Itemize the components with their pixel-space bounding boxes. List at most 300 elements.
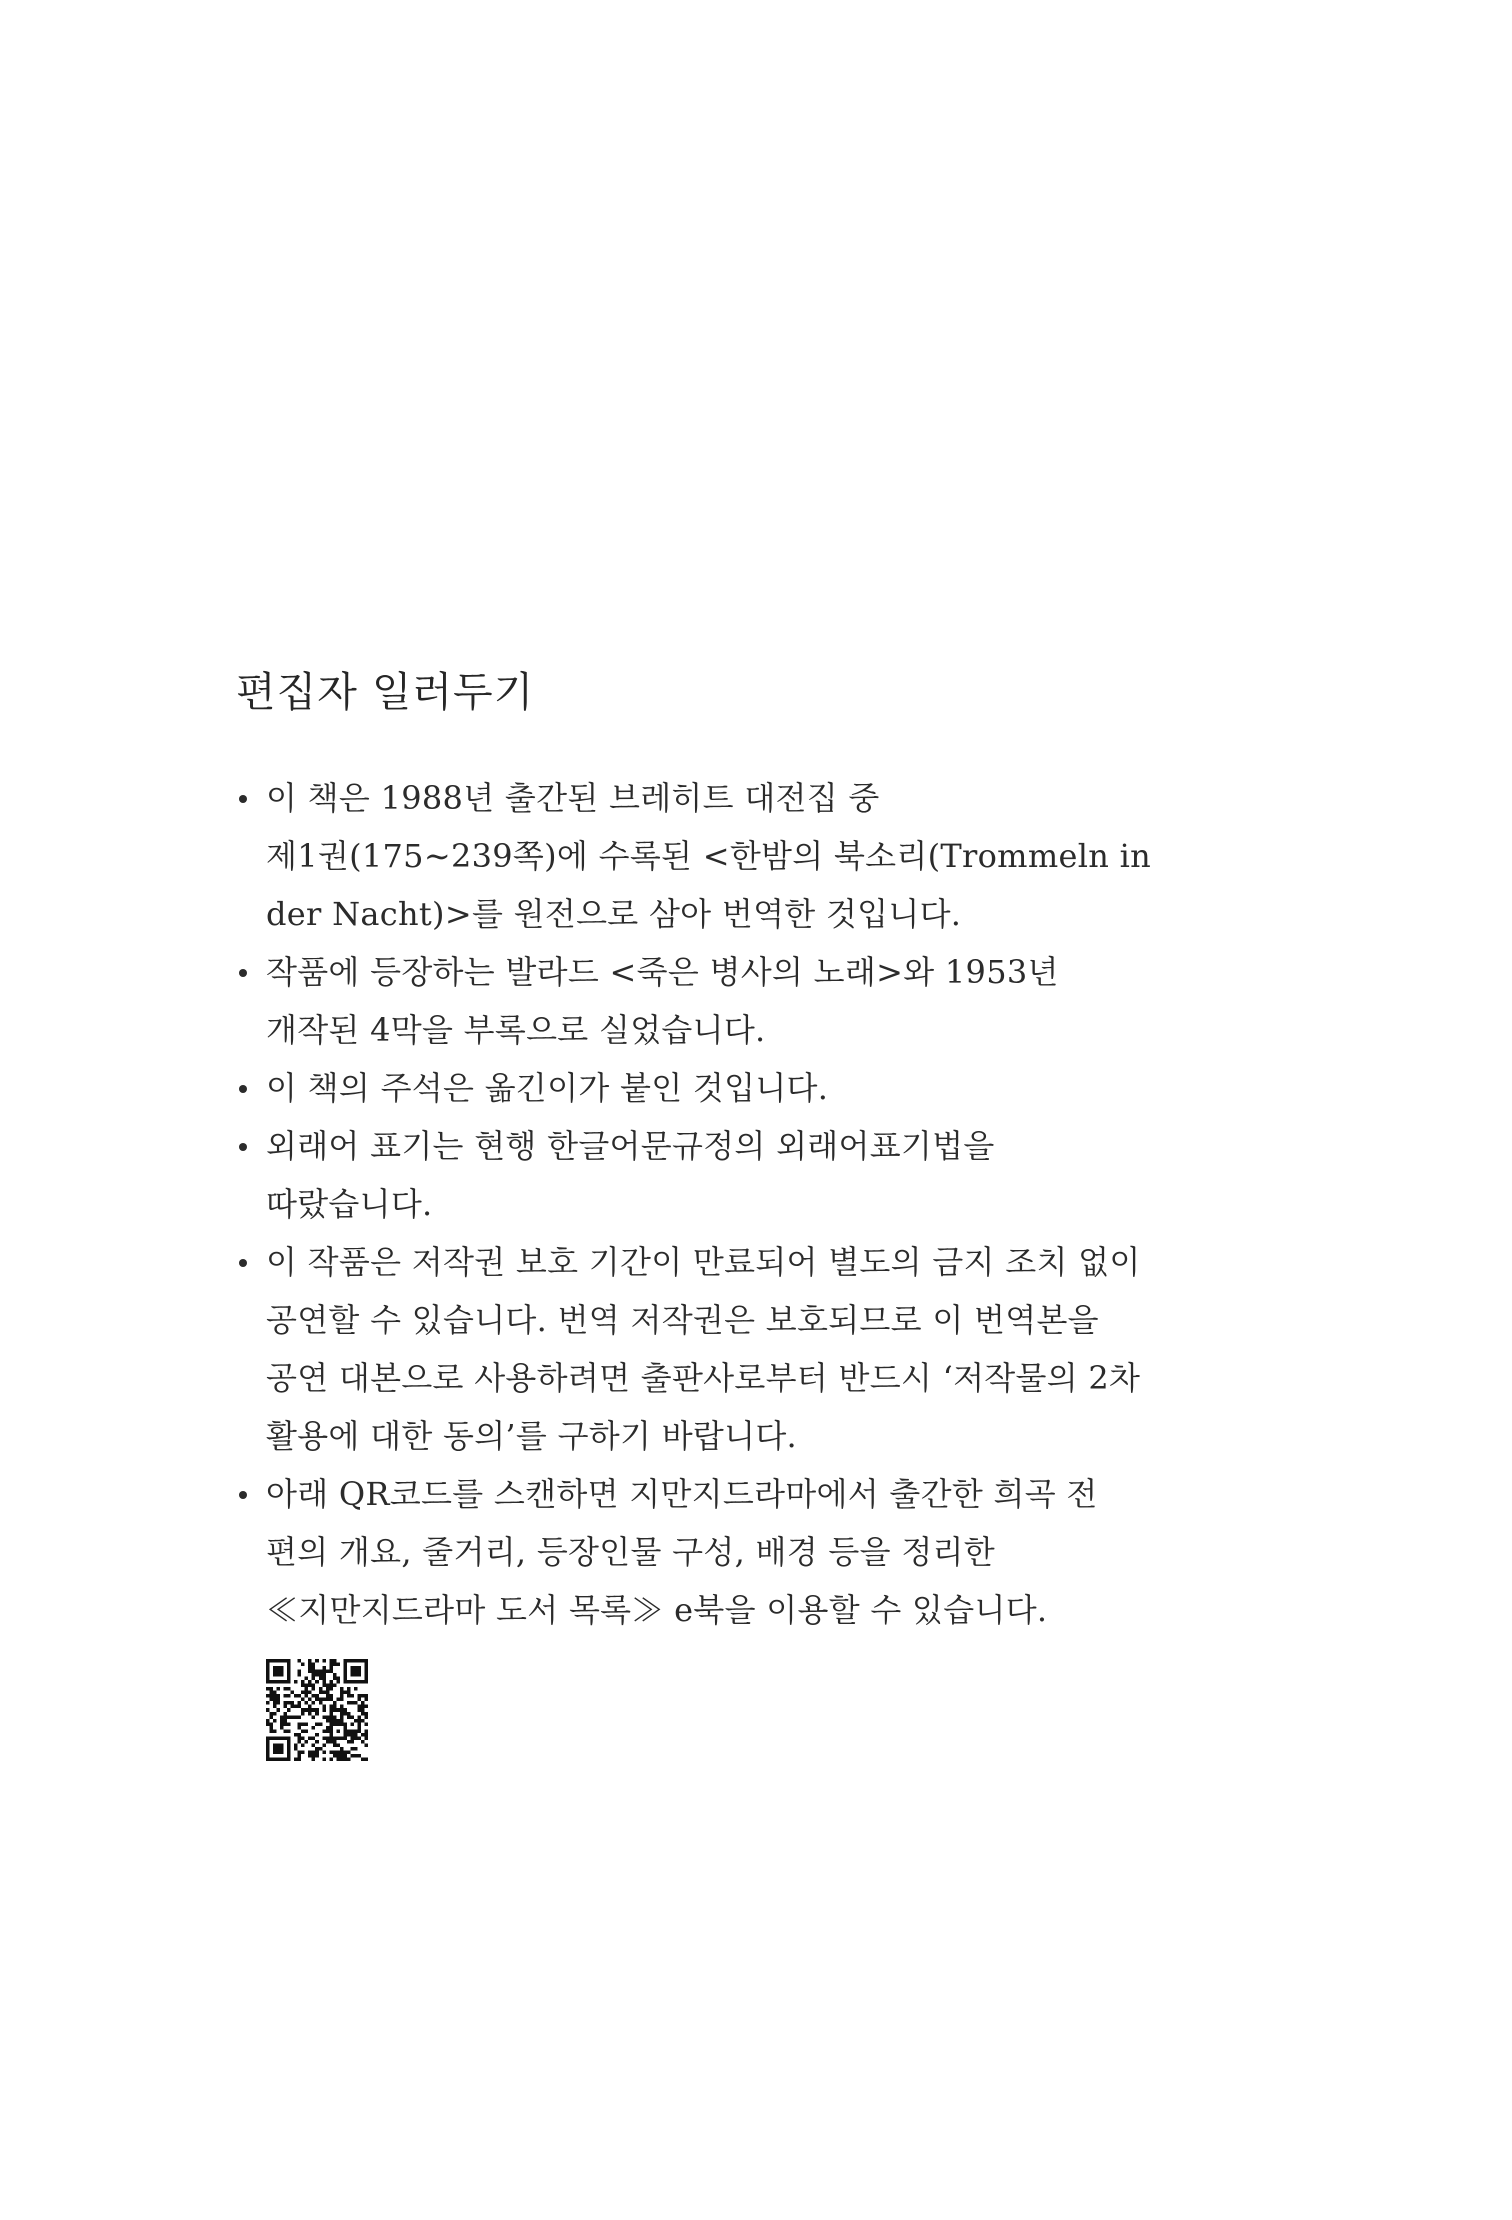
note-line: 활용에 대한 동의’를 구하기 바랍니다. [266, 1417, 798, 1456]
qr-module [305, 1684, 309, 1688]
qr-module [347, 1687, 351, 1691]
qr-module [340, 1687, 344, 1691]
qr-module [277, 1673, 281, 1677]
qr-module [347, 1733, 351, 1737]
qr-module [298, 1726, 302, 1730]
qr-module [364, 1663, 368, 1667]
qr-module [333, 1719, 337, 1723]
qr-module [319, 1698, 323, 1702]
qr-module [357, 1722, 361, 1726]
qr-module [266, 1751, 270, 1755]
qr-module [336, 1677, 340, 1681]
qr-module [357, 1754, 361, 1758]
qr-module [305, 1740, 309, 1744]
qr-module [350, 1694, 354, 1698]
qr-module [329, 1705, 333, 1709]
qr-module [319, 1691, 323, 1695]
qr-module [333, 1705, 337, 1709]
qr-module [329, 1684, 333, 1688]
qr-module [326, 1694, 330, 1698]
qr-module [354, 1754, 358, 1758]
qr-module [277, 1708, 281, 1712]
qr-module [287, 1758, 291, 1762]
qr-module [343, 1677, 347, 1681]
qr-module [284, 1712, 288, 1716]
qr-module [284, 1694, 288, 1698]
qr-module [357, 1737, 361, 1741]
qr-module [315, 1673, 319, 1677]
qr-module [354, 1730, 358, 1734]
qr-module [284, 1737, 288, 1741]
qr-module [315, 1712, 319, 1716]
qr-module [319, 1673, 323, 1677]
qr-module [294, 1705, 298, 1709]
qr-module [308, 1684, 312, 1688]
qr-module [266, 1694, 270, 1698]
qr-module [312, 1751, 316, 1755]
qr-module [284, 1730, 288, 1734]
qr-module [361, 1712, 365, 1716]
qr-module [298, 1758, 302, 1762]
qr-module [350, 1730, 354, 1734]
qr-module [294, 1744, 298, 1748]
qr-module [326, 1687, 330, 1691]
qr-module [340, 1708, 344, 1712]
note-line: 제1권(175∼239쪽)에 수록된 <한밤의 북소리(Trommeln in [266, 837, 1152, 876]
qr-module [350, 1680, 354, 1684]
qr-module [273, 1673, 277, 1677]
qr-module [350, 1733, 354, 1737]
qr-module [305, 1722, 309, 1726]
page-title: 편집자 일러두기 [236, 668, 535, 716]
qr-module [298, 1705, 302, 1709]
note-line: ≪지만지드라마 도서 목록≫ e북을 이용할 수 있습니다. [266, 1591, 1048, 1630]
qr-module [291, 1715, 295, 1719]
qr-module [329, 1708, 333, 1712]
qr-module [340, 1719, 344, 1723]
qr-module [333, 1659, 337, 1663]
qr-module [343, 1751, 347, 1755]
qr-module [266, 1740, 270, 1744]
qr-module [266, 1737, 270, 1741]
qr-module [364, 1715, 368, 1719]
qr-module [287, 1722, 291, 1726]
qr-module [266, 1687, 270, 1691]
qr-module [329, 1719, 333, 1723]
qr-module [287, 1708, 291, 1712]
qr-module [312, 1737, 316, 1741]
qr-module [326, 1730, 330, 1734]
qr-module [287, 1701, 291, 1705]
qr-module [347, 1691, 351, 1695]
qr-module [336, 1719, 340, 1723]
qr-module [361, 1680, 365, 1684]
qr-module [284, 1701, 288, 1705]
qr-module [308, 1751, 312, 1755]
qr-module [273, 1747, 277, 1751]
qr-module [315, 1670, 319, 1674]
qr-module [270, 1737, 274, 1741]
qr-module [266, 1747, 270, 1751]
qr-module [361, 1740, 365, 1744]
qr-module [270, 1722, 274, 1726]
qr-module [266, 1744, 270, 1748]
qr-module [354, 1719, 358, 1723]
qr-module [273, 1666, 277, 1670]
qr-module [277, 1694, 281, 1698]
qr-module [298, 1673, 302, 1677]
qr-module [291, 1705, 295, 1709]
qr-module [329, 1698, 333, 1702]
qr-module [273, 1730, 277, 1734]
qr-module [308, 1666, 312, 1670]
qr-module [312, 1673, 316, 1677]
qr-module [340, 1737, 344, 1741]
qr-module [277, 1687, 281, 1691]
qr-module [298, 1701, 302, 1705]
list-item [236, 1465, 1296, 1639]
qr-module [361, 1659, 365, 1663]
qr-module [280, 1726, 284, 1730]
qr-module [357, 1666, 361, 1670]
qr-module [308, 1754, 312, 1758]
qr-module [340, 1722, 344, 1726]
qr-module [315, 1694, 319, 1698]
qr-module [291, 1691, 295, 1695]
qr-module [364, 1733, 368, 1737]
qr-module [312, 1694, 316, 1698]
qr-module [287, 1751, 291, 1755]
qr-module [315, 1754, 319, 1758]
qr-module [287, 1744, 291, 1748]
qr-module [343, 1666, 347, 1670]
qr-module [347, 1740, 351, 1744]
qr-module [343, 1663, 347, 1667]
qr-module [354, 1747, 358, 1751]
qr-module [287, 1715, 291, 1719]
qr-module [322, 1666, 326, 1670]
qr-module [280, 1715, 284, 1719]
qr-module [319, 1677, 323, 1681]
qr-module [270, 1680, 274, 1684]
note-line: 편의 개요, 줄거리, 등장인물 구성, 배경 등을 정리한 [266, 1533, 995, 1572]
qr-module [329, 1726, 333, 1730]
qr-module [280, 1673, 284, 1677]
qr-module [305, 1691, 309, 1695]
qr-module [357, 1726, 361, 1730]
list-item [236, 1117, 1296, 1233]
qr-module [364, 1694, 368, 1698]
qr-module [322, 1705, 326, 1709]
qr-module [315, 1680, 319, 1684]
qr-module [294, 1758, 298, 1762]
qr-module [333, 1684, 337, 1688]
note-line: 작품에 등장하는 발라드 <죽은 병사의 노래>와 1953년 [266, 953, 1059, 992]
qr-module [322, 1730, 326, 1734]
qr-module [312, 1670, 316, 1674]
qr-module [277, 1751, 281, 1755]
qr-module [294, 1694, 298, 1698]
qr-module [333, 1677, 337, 1681]
notes-list [236, 769, 1296, 1639]
qr-module [336, 1758, 340, 1762]
qr-module [364, 1666, 368, 1670]
qr-module [326, 1698, 330, 1702]
qr-module [364, 1744, 368, 1748]
note-line: 이 작품은 저작권 보호 기간이 만료되어 별도의 금지 조치 없이 [266, 1243, 1141, 1282]
qr-module [284, 1687, 288, 1691]
qr-module [308, 1698, 312, 1702]
qr-module [329, 1715, 333, 1719]
qr-module [280, 1722, 284, 1726]
qr-module [329, 1722, 333, 1726]
qr-module [277, 1737, 281, 1741]
qr-module [280, 1666, 284, 1670]
qr-module [322, 1659, 326, 1663]
qr-module [273, 1719, 277, 1723]
qr-module [273, 1712, 277, 1716]
qr-module [326, 1670, 330, 1674]
qr-module [273, 1691, 277, 1695]
qr-module [347, 1715, 351, 1719]
qr-module [273, 1698, 277, 1702]
qr-module [305, 1694, 309, 1698]
qr-module [333, 1673, 337, 1677]
qr-module [287, 1747, 291, 1751]
qr-module [347, 1730, 351, 1734]
qr-module [294, 1747, 298, 1751]
qr-module [280, 1747, 284, 1751]
list-item [236, 1233, 1296, 1465]
qr-module [305, 1687, 309, 1691]
qr-module [273, 1670, 277, 1674]
qr-module [357, 1719, 361, 1723]
qr-module [357, 1715, 361, 1719]
note-line: 아래 QR코드를 스캔하면 지만지드라마에서 출간한 희곡 전 [266, 1475, 1098, 1514]
qr-module [364, 1698, 368, 1702]
qr-module [312, 1701, 316, 1705]
qr-module [312, 1754, 316, 1758]
qr-module [322, 1673, 326, 1677]
qr-module [354, 1701, 358, 1705]
qr-module [364, 1659, 368, 1663]
qr-module [343, 1754, 347, 1758]
qr-module [312, 1677, 316, 1681]
qr-module [343, 1659, 347, 1663]
qr-module [322, 1680, 326, 1684]
qr-module [287, 1730, 291, 1734]
qr-module [326, 1737, 330, 1741]
qr-module [361, 1708, 365, 1712]
qr-module [301, 1691, 305, 1695]
qr-module [340, 1754, 344, 1758]
qr-module [336, 1722, 340, 1726]
qr-module [277, 1666, 281, 1670]
editor-notes [236, 668, 1296, 1761]
qr-module [354, 1733, 358, 1737]
qr-module [294, 1733, 298, 1737]
qr-module [287, 1663, 291, 1667]
qr-module [364, 1737, 368, 1741]
qr-module [301, 1744, 305, 1748]
qr-module [326, 1684, 330, 1688]
qr-module [308, 1670, 312, 1674]
qr-module [298, 1740, 302, 1744]
qr-module [270, 1694, 274, 1698]
qr-module [266, 1670, 270, 1674]
qr-module [273, 1751, 277, 1755]
qr-module [298, 1733, 302, 1737]
qr-module [364, 1677, 368, 1681]
qr-module [284, 1715, 288, 1719]
qr-code-icon [266, 1659, 368, 1761]
qr-module [322, 1708, 326, 1712]
qr-module [354, 1666, 358, 1670]
qr-module [270, 1698, 274, 1702]
qr-module [315, 1740, 319, 1744]
qr-module [343, 1733, 347, 1737]
qr-module [347, 1712, 351, 1716]
list-item [236, 1059, 1296, 1117]
qr-module [329, 1694, 333, 1698]
qr-module [298, 1694, 302, 1698]
qr-module [329, 1663, 333, 1667]
qr-module [361, 1758, 365, 1762]
qr-module [336, 1730, 340, 1734]
qr-module [273, 1737, 277, 1741]
qr-module [347, 1751, 351, 1755]
qr-module [329, 1670, 333, 1674]
qr-module [364, 1670, 368, 1674]
qr-module [298, 1715, 302, 1719]
qr-module [305, 1677, 309, 1681]
qr-module [266, 1722, 270, 1726]
qr-module [361, 1705, 365, 1709]
qr-module [333, 1701, 337, 1705]
qr-module [336, 1754, 340, 1758]
note-line: 따랐습니다. [266, 1185, 433, 1224]
qr-module [350, 1673, 354, 1677]
qr-module [312, 1744, 316, 1748]
qr-module [287, 1754, 291, 1758]
qr-module [326, 1740, 330, 1744]
qr-module [336, 1751, 340, 1755]
qr-module [354, 1673, 358, 1677]
qr-module [350, 1722, 354, 1726]
qr-module [336, 1744, 340, 1748]
qr-module [298, 1751, 302, 1755]
qr-module [301, 1751, 305, 1755]
qr-module [336, 1698, 340, 1702]
qr-module [308, 1737, 312, 1741]
qr-module [340, 1712, 344, 1716]
qr-module [357, 1680, 361, 1684]
qr-module [333, 1708, 337, 1712]
qr-module [354, 1687, 358, 1691]
qr-module [315, 1708, 319, 1712]
qr-module [357, 1705, 361, 1709]
qr-module [287, 1677, 291, 1681]
qr-module [361, 1719, 365, 1723]
qr-module [273, 1758, 277, 1762]
qr-module [350, 1701, 354, 1705]
qr-module [329, 1712, 333, 1716]
qr-module [336, 1737, 340, 1741]
qr-module [357, 1670, 361, 1674]
qr-module [294, 1680, 298, 1684]
qr-module [322, 1677, 326, 1681]
qr-module [340, 1758, 344, 1762]
qr-module [287, 1670, 291, 1674]
qr-module [287, 1737, 291, 1741]
qr-module [347, 1659, 351, 1663]
qr-code-graphic [266, 1659, 368, 1761]
qr-module [312, 1663, 316, 1667]
qr-module [266, 1758, 270, 1762]
qr-module [340, 1747, 344, 1751]
qr-module [277, 1758, 281, 1762]
qr-module [340, 1691, 344, 1695]
qr-module [266, 1659, 270, 1663]
qr-module [329, 1733, 333, 1737]
qr-module [291, 1701, 295, 1705]
qr-module [266, 1754, 270, 1758]
qr-module [308, 1712, 312, 1716]
qr-module [266, 1666, 270, 1670]
qr-module [312, 1687, 316, 1691]
qr-module [315, 1733, 319, 1737]
qr-module [284, 1722, 288, 1726]
qr-module [287, 1659, 291, 1663]
qr-module [315, 1659, 319, 1663]
qr-module [354, 1680, 358, 1684]
qr-module [273, 1680, 277, 1684]
qr-module [266, 1708, 270, 1712]
qr-module [277, 1680, 281, 1684]
qr-module [336, 1680, 340, 1684]
qr-module [340, 1694, 344, 1698]
qr-module [350, 1666, 354, 1670]
qr-module [322, 1684, 326, 1688]
qr-module [301, 1680, 305, 1684]
qr-module [277, 1698, 281, 1702]
qr-module [287, 1687, 291, 1691]
qr-module [326, 1726, 330, 1730]
qr-module [284, 1680, 288, 1684]
qr-module [277, 1744, 281, 1748]
qr-module [277, 1747, 281, 1751]
qr-module [322, 1715, 326, 1719]
qr-module [308, 1663, 312, 1667]
qr-module [329, 1740, 333, 1744]
qr-module [312, 1684, 316, 1688]
qr-module [270, 1726, 274, 1730]
note-line: 개작된 4막을 부록으로 실었습니다. [266, 1011, 766, 1050]
qr-module [364, 1712, 368, 1716]
qr-module [301, 1684, 305, 1688]
qr-module [301, 1712, 305, 1716]
qr-module [322, 1758, 326, 1762]
qr-module [333, 1663, 337, 1667]
qr-module [287, 1740, 291, 1744]
qr-module [270, 1659, 274, 1663]
qr-module [280, 1737, 284, 1741]
qr-module [298, 1659, 302, 1663]
qr-module [340, 1715, 344, 1719]
qr-module [298, 1670, 302, 1674]
qr-module [287, 1666, 291, 1670]
qr-module [357, 1659, 361, 1663]
